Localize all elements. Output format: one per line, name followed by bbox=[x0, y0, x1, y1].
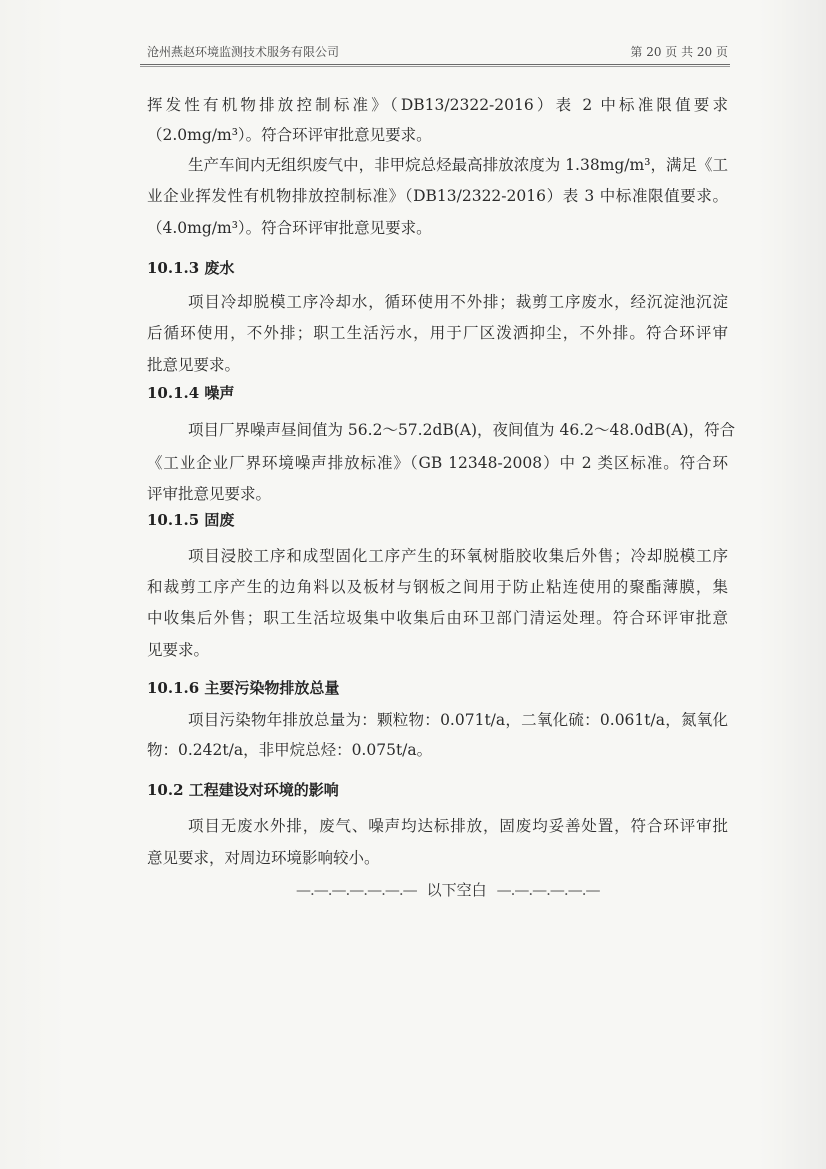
paragraph-line: 生产车间内无组织废气中，非甲烷总烃最高排放浓度为 1.38mg/m³，满足《工 bbox=[188, 156, 728, 174]
paragraph-line: 项目厂界噪声昼间值为 56.2～57.2dB(A)，夜间值为 46.2～48.0dB(A)，符合 bbox=[188, 421, 736, 439]
paragraph-line: 评审批意见要求。 bbox=[147, 485, 272, 503]
paragraph-line: 中收集后外售；职工生活垃圾集中收集后由环卫部门清运处理。符合环评审批意 bbox=[147, 609, 728, 627]
paragraph-line: 《工业企业厂界环境噪声排放标准》（GB 12348-2008）中 2 类区标准。符合环 bbox=[147, 454, 728, 472]
paragraph-line: 项目冷却脱模工序冷却水，循环使用不外排；裁剪工序废水，经沉淀池沉淀 bbox=[188, 293, 728, 311]
paragraph-line: （2.0mg/m³）。符合环评审批意见要求。 bbox=[147, 126, 432, 144]
paragraph-line: 挥发性有机物排放控制标准》（DB13/2322-2016）表 2 中标准限值要求 bbox=[147, 96, 728, 114]
paragraph-line: （4.0mg/m³）。符合环评审批意见要求。 bbox=[147, 219, 432, 237]
header-company: 沧州燕赵环境监测技术服务有限公司 bbox=[147, 45, 340, 59]
paragraph-line: 项目无废水外排，废气、噪声均达标排放，固废均妥善处置，符合环评审批 bbox=[188, 817, 728, 835]
paragraph-line: 物：0.242t/a，非甲烷总烃：0.075t/a。 bbox=[147, 741, 433, 759]
section-heading-solid-waste: 10.1.5 固废 bbox=[147, 511, 235, 529]
paragraph-line: 见要求。 bbox=[147, 641, 210, 659]
end-mark-text: 以下空白 bbox=[426, 881, 487, 899]
section-heading-noise: 10.1.4 噪声 bbox=[147, 384, 235, 402]
paragraph-line: 后循环使用，不外排；职工生活污水，用于厂区泼洒抑尘，不外排。符合环评审 bbox=[147, 324, 728, 342]
section-heading-environmental-impact: 10.2 工程建设对环境的影响 bbox=[147, 781, 339, 799]
paragraph-line: 批意见要求。 bbox=[147, 356, 241, 374]
header-rule bbox=[140, 64, 730, 65]
header-rule-secondary bbox=[140, 66, 730, 67]
end-mark-left-dashes: —.—.—.—.—.—.— bbox=[296, 881, 417, 899]
paragraph-line: 和裁剪工序产生的边角料以及板材与钢板之间用于防止粘连使用的聚酯薄膜，集 bbox=[147, 578, 728, 596]
section-heading-total-emissions: 10.1.6 主要污染物排放总量 bbox=[147, 679, 340, 697]
end-mark-right-dashes: —.—.—.—.—.— bbox=[496, 881, 600, 899]
section-heading-wastewater: 10.1.3 废水 bbox=[147, 259, 235, 277]
end-of-content-mark bbox=[296, 880, 599, 900]
paragraph-line: 业企业挥发性有机物排放控制标准》（DB13/2322-2016）表 3 中标准限值要求。 bbox=[147, 187, 728, 205]
paragraph-line: 意见要求，对周边环境影响较小。 bbox=[147, 849, 380, 867]
paragraph-line: 项目污染物年排放总量为：颗粒物：0.071t/a，二氧化硫：0.061t/a，氮氧化 bbox=[188, 711, 728, 729]
paragraph-line: 项目浸胶工序和成型固化工序产生的环氧树脂胶收集后外售；冷却脱模工序 bbox=[188, 547, 728, 565]
header-page-info: 第 20 页 共 20 页 bbox=[630, 45, 728, 59]
